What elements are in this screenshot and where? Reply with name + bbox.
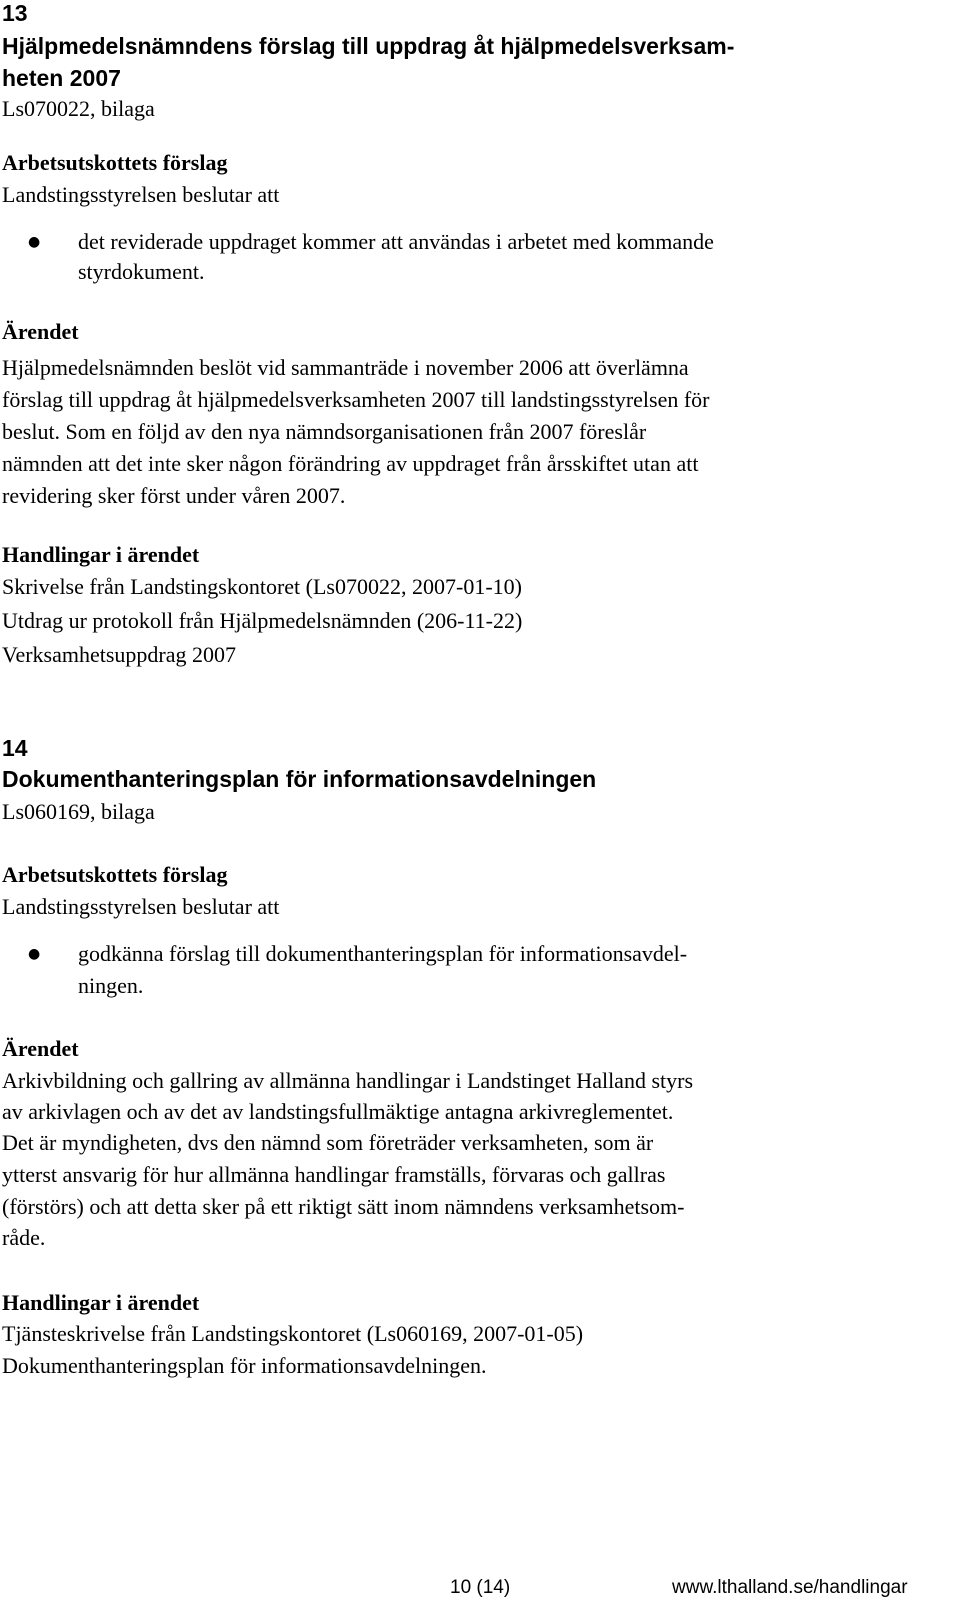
- item-14-title: Dokumenthanteringsplan för informationsavdelningen: [2, 766, 597, 792]
- item-14-reference: Ls060169, bilaga: [2, 799, 155, 824]
- item-14-proposal-bullet-line-1: godkänna förslag till dokumenthanteringsplan för informationsavdel-: [78, 941, 688, 966]
- item-14-number: 14: [2, 735, 28, 761]
- item-14-proposal-intro: Landstingsstyrelsen beslutar att: [2, 894, 280, 919]
- item-14-case-line: av arkivlagen och av det av landstingsfullmäktige antagna arkivreglementet.: [2, 1099, 674, 1124]
- item-14-proposal-bullet-line-2: ningen.: [78, 973, 144, 998]
- item-13-title-line-1: Hjälpmedelsnämndens förslag till uppdrag åt hjälpmedelsverksam-: [2, 33, 735, 59]
- bullet-icon: ●: [28, 234, 41, 250]
- item-13-case-line: förslag till uppdrag åt hjälpmedelsverksamheten 2007 till landstingsstyrelsen för: [2, 387, 710, 412]
- bullet-icon: ●: [28, 946, 41, 962]
- item-13-proposal-bullet-line-1: det reviderade uppdraget kommer att användas i arbetet med kommande: [78, 229, 714, 254]
- item-14-case-line: (förstörs) och att detta sker på ett riktigt sätt inom nämndens verksamhetsom-: [2, 1194, 685, 1219]
- item-14-documents-heading: Handlingar i ärendet: [2, 1290, 200, 1315]
- item-13-case-heading: Ärendet: [2, 319, 79, 344]
- item-13-documents-heading: Handlingar i ärendet: [2, 542, 200, 567]
- item-13-document: Utdrag ur protokoll från Hjälpmedelsnämnden (206-11-22): [2, 608, 523, 633]
- item-13-document: Verksamhetsuppdrag 2007: [2, 642, 237, 667]
- item-14-proposal-heading: Arbetsutskottets förslag: [2, 862, 228, 887]
- item-14-document: Dokumenthanteringsplan för informationsavdelningen.: [2, 1353, 487, 1378]
- item-13-case-line: beslut. Som en följd av den nya nämndsorganisationen från 2007 föreslår: [2, 419, 647, 444]
- item-13-title-line-2: heten 2007: [2, 65, 121, 91]
- item-13-case-line: revidering sker först under våren 2007.: [2, 483, 346, 508]
- item-13-number: 13: [2, 0, 28, 26]
- item-14-case-line: Det är myndigheten, dvs den nämnd som företräder verksamheten, som är: [2, 1130, 654, 1155]
- item-14-case-line: råde.: [2, 1225, 46, 1250]
- item-14-case-line: ytterst ansvarig för hur allmänna handlingar framställs, förvaras och gallras: [2, 1162, 666, 1187]
- item-14-case-heading: Ärendet: [2, 1036, 79, 1061]
- footer-url-link[interactable]: www.lthalland.se/handlingar: [672, 1577, 908, 1598]
- item-13-document: Skrivelse från Landstingskontoret (Ls070022, 2007-01-10): [2, 574, 522, 599]
- item-14-document: Tjänsteskrivelse från Landstingskontoret (Ls060169, 2007-01-05): [2, 1321, 584, 1346]
- page-number: 10 (14): [450, 1577, 511, 1598]
- item-13-reference: Ls070022, bilaga: [2, 96, 155, 121]
- item-13-case-line: nämnden att det inte sker någon förändring av uppdraget från årsskiftet utan att: [2, 451, 699, 476]
- item-13-case-line: Hjälpmedelsnämnden beslöt vid sammanträde i november 2006 att överlämna: [2, 355, 689, 380]
- item-13-proposal-bullet-line-2: styrdokument.: [78, 259, 205, 284]
- item-13-proposal-intro: Landstingsstyrelsen beslutar att: [2, 182, 280, 207]
- item-14-case-line: Arkivbildning och gallring av allmänna handlingar i Landstinget Halland styrs: [2, 1068, 694, 1093]
- item-13-proposal-heading: Arbetsutskottets förslag: [2, 150, 228, 175]
